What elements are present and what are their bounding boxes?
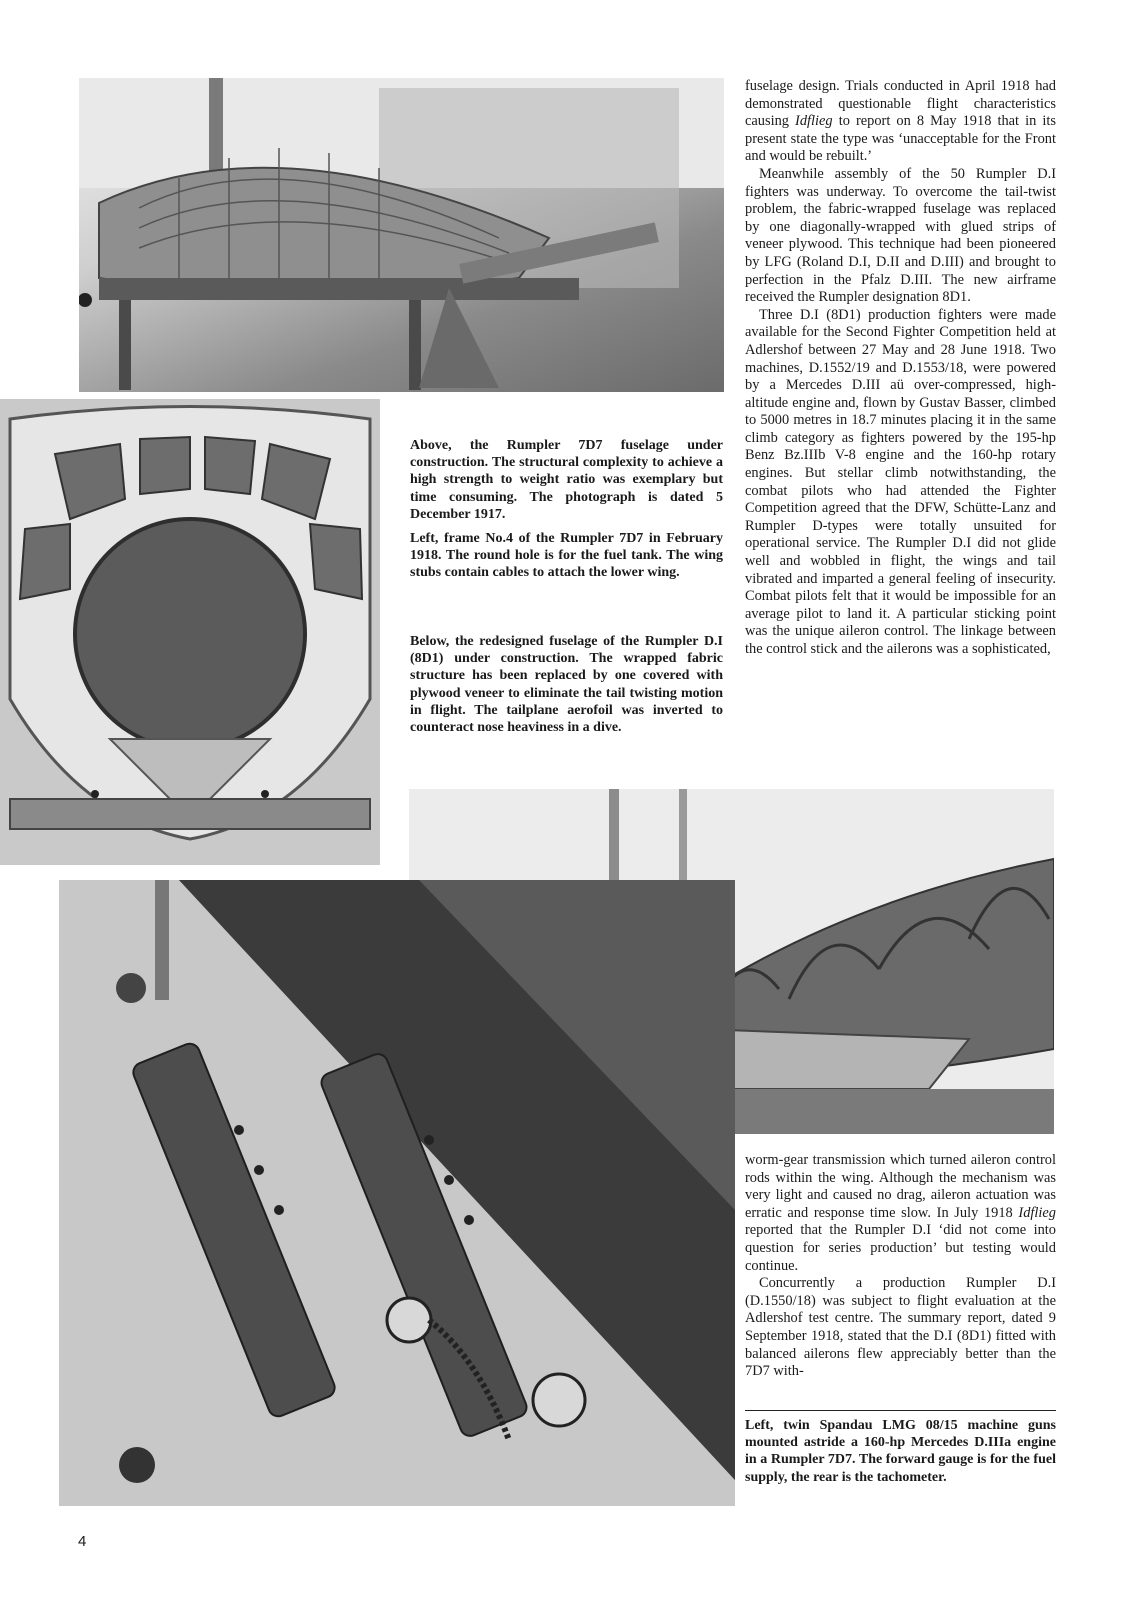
caption-left: Left, frame No.4 of the Rumpler 7D7 in February 1918. The round hole is for the fuel tank. The wing stubs contain cables to attach the lower wing. (410, 531, 723, 581)
paragraph-1: fuselage design. Trials conducted in April 1918 had demonstrated questionable flight characteristics causing Idflieg to report on 8 May 1918 that in its present state the type was ‘unacceptable for the Front and would be rebuilt.’ (745, 78, 1056, 165)
paragraph-4: worm-gear transmission which turned aileron control rods within the wing. Although the mechanism was very light and caused no drag, aileron actuation was erratic and response time slow. In July 1918 Idflieg reported that the Rumpler D.I ‘did not come into question for series production’ but testing would continue. (745, 1152, 1056, 1274)
caption-guns: Left, twin Spandau LMG 08/15 machine guns mounted astride a 160-hp Mercedes D.IIIa engine in a Rumpler 7D7. The forward gauge is for the fuel supply, the rear is the tachometer. (745, 1410, 1056, 1486)
body-text-column-top (745, 78, 1056, 659)
body-text-column-bottom (745, 1152, 1056, 1381)
caption-above: Above, the Rumpler 7D7 fuselage under construction. The structural complexity to achieve a high strength to weight ratio was exemplary but time consuming. The photograph is dated 5 December 1917. (410, 438, 723, 522)
caption-below: Below, the redesigned fuselage of the Rumpler D.I (8D1) under construction. The wrapped fabric structure has been replaced by one covered with plywood veneer to eliminate the tail twisting motion in flight. The tailplane aerofoil was inverted to counteract nose heaviness in a dive. (410, 634, 723, 736)
fuselage-frame-illustration (79, 78, 724, 392)
photo-frame-no4 (0, 399, 380, 865)
machine-guns-illustration (59, 880, 735, 1506)
photo-machine-guns (59, 880, 735, 1506)
paragraph-5: Concurrently a production Rumpler D.I (D.1550/18) was subject to flight evaluation at the Adlershof test centre. The summary report, dated 9 September 1918, stated that the D.I (8D1) fitted with balanced ailerons flew appreciably better than the 7D7 with- (745, 1275, 1056, 1380)
photo-fuselage-7d7 (79, 78, 724, 392)
paragraph-3: Three D.I (8D1) production fighters were made available for the Second Fighter Competition held at Adlershof between 27 May and 28 June 1918. Two machines, D.1552/19 and D.1553/18, were powered by a Mercedes D.III aü over-compressed, high-altitude engine and, flown by Gustav Basser, climbed to 5000 metres in 18.7 minutes placing it in the same climb category as fighters powered by the 195-hp Benz Bz.IIIb V-8 engine and the 160-hp rotary engines. But stellar climb notwithstanding, the combat pilots who had attended the Fighter Competition agreed that the DFW, Schütte-Lanz and Rumpler D-types were totally unsuited for operational service. The Rumpler D.I did not glide well and wobbled in flight, the wings and tail vibrated and imparted a general feeling of insecurity. Combat pilots felt that it would be impossible for an average pilot to land it. A particular sticking point was the unique aileron control. The linkage between the control stick and the ailerons was a sophisticated, (745, 306, 1056, 657)
paragraph-2: Meanwhile assembly of the 50 Rumpler D.I fighters was underway. To overcome the tail-twist problem, the fabric-wrapped fuselage was replaced by one diagonally-wrapped with glued strips of veneer plywood. This technique had been pioneered by LFG (Roland D.I, D.II and D.III) and brought to perfection in the Pfalz D.III. The new airframe received the Rumpler designation 8D1. (745, 165, 1056, 306)
page-number: 4 (78, 1533, 87, 1550)
frame-illustration (0, 399, 380, 865)
